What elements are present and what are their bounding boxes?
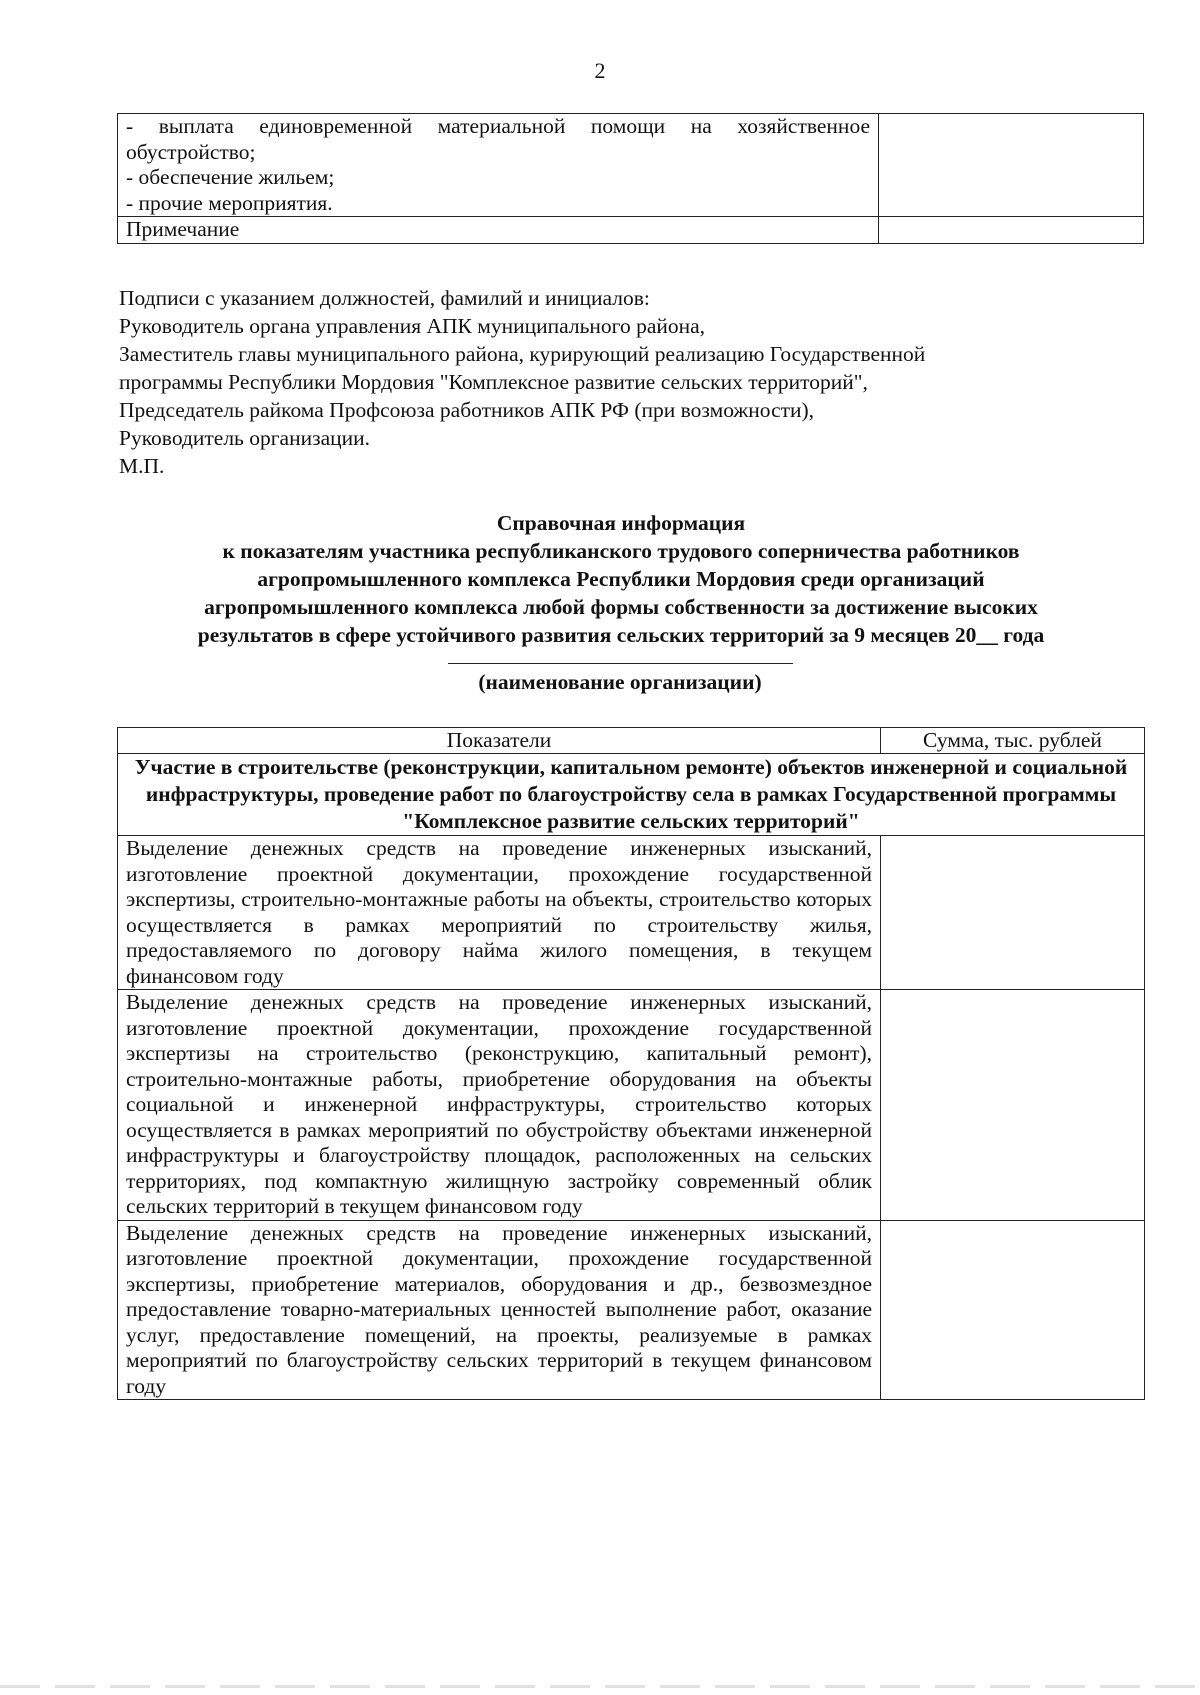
measure-item: - прочие мероприятия. <box>126 190 333 215</box>
signature-line: Руководитель организации. <box>119 426 371 450</box>
indicator-cell: Выделение денежных средств на проведение инженерных изысканий, изготовление проектной документации, прохождение государственной экспертизы, приобретение материалов, оборудования и др., безвозмездное предоставление товарно-материальных ценностей выполнение работ, оказание услуг, предоставление помещений, на проекты, реализуемые в рамках мероприятий по благоустройству сельских территорий в текущем финансовом году <box>118 1220 881 1400</box>
signature-line: программы Республики Мордовия "Комплексное развитие сельских территорий", <box>119 370 868 394</box>
section-row <box>118 754 1145 836</box>
table-header-row <box>118 728 1145 754</box>
column-header-indicators: Показатели <box>118 728 881 754</box>
table-row <box>118 990 1145 1221</box>
indicator-cell: Выделение денежных средств на проведение инженерных изысканий, изготовление проектной документации, прохождение государственной экспертизы на строительство (реконструкцию, капитальный ремонт), строительно-монтажные работы, приобретение оборудования на объекты социальной и инженерной инфраструктуры, строительство которых осуществляется в рамках мероприятий по обустройству объектами инженерной инфраструктуры и благоустройству площадок, расположенных на сельских территориях, под компактную жилищную застройку современный облик сельских территорий в текущем финансовом году <box>118 990 881 1221</box>
indicators-table <box>117 727 1145 1400</box>
amount-cell <box>881 990 1145 1221</box>
signatures-block <box>119 284 1119 480</box>
title-line: результатов в сфере устойчивого развития сельских территорий за 9 месяцев 20__ года <box>197 623 1045 647</box>
scan-edge-artifact <box>0 1685 1200 1688</box>
table-row <box>118 114 1144 217</box>
note-cell: Примечание <box>118 217 879 244</box>
signature-line: Председатель райкома Профсоюза работников АПК РФ (при возможности), <box>119 398 815 422</box>
signature-line: Руководитель органа управления АПК муниципального района, <box>119 314 706 338</box>
note-value-cell <box>879 217 1144 244</box>
measure-item: - обеспечение жильем; <box>126 165 335 189</box>
section-title: Участие в строительстве (реконструкции, капитальном ремонте) объектов инженерной и социальной инфраструктуры, проведение работ по благоустройству села в рамках Государственной программы "Комплексное развитие сельских территорий" <box>118 754 1145 836</box>
title-line: агропромышленного комплекса любой формы собственности за достижение высоких <box>204 595 1038 619</box>
measures-continuation-table <box>117 113 1144 244</box>
title-line: к показателям участника республиканского трудового соперничества работников <box>222 539 1020 563</box>
organization-caption: (наименование организации) <box>478 670 762 694</box>
signature-line: Подписи с указанием должностей, фамилий и инициалов: <box>119 286 650 310</box>
page-number: 2 <box>594 58 606 83</box>
title-heading: Справочная информация <box>496 511 746 535</box>
table-row <box>118 836 1145 990</box>
signature-line: М.П. <box>119 454 165 478</box>
amount-cell <box>879 114 1144 217</box>
measure-item: - выплата единовременной материальной помощи на хозяйственное обустройство; <box>126 114 870 164</box>
table-row <box>118 1220 1145 1400</box>
indicator-cell: Выделение денежных средств на проведение инженерных изысканий, изготовление проектной документации, прохождение государственной экспертизы, строительно-монтажные работы на объекты, строительство которых осуществляется в рамках мероприятий по строительству жилья, предоставляемого по договору найма жилого помещения, в текущем финансовом году <box>118 836 881 990</box>
column-header-amount: Сумма, тыс. рублей <box>881 728 1145 754</box>
document-title <box>116 509 1126 649</box>
amount-cell <box>881 1220 1145 1400</box>
signature-line: Заместитель главы муниципального района, курирующий реализацию Государственной <box>119 342 926 366</box>
organization-name-line <box>448 663 793 664</box>
amount-cell <box>881 836 1145 990</box>
measures-cell <box>118 114 879 217</box>
title-line: агропромышленного комплекса Республики Мордовия среди организаций <box>257 567 985 591</box>
table-row <box>118 217 1144 244</box>
